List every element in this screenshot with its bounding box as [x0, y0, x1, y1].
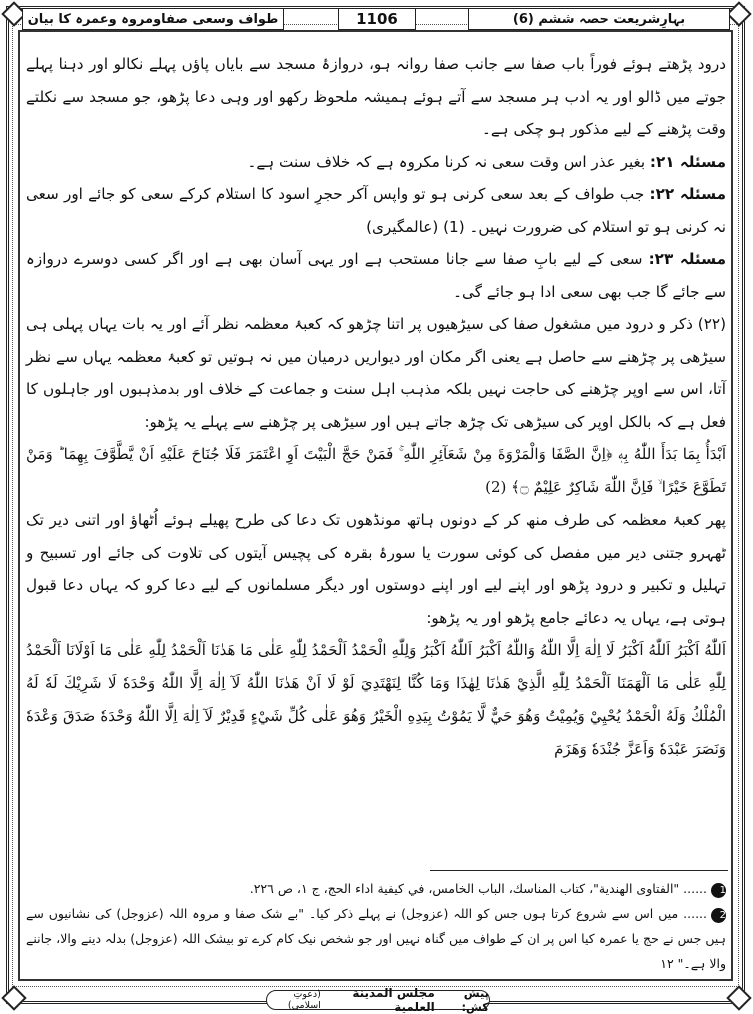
- masala-23: [26, 243, 726, 308]
- footnote: [26, 901, 726, 976]
- footnote-number: 2: [711, 908, 726, 923]
- masala-label: مسئلہ ۲۱:: [649, 152, 726, 171]
- masala-text: جب طواف کے بعد سعی کرنی ہو تو واپس آکر حجرِ اسود کا استلام کرکے سعی کو جائے اور سعی نہ کرنی ہو تو استلام کی ضرورت نہیں۔ (1) (عالمگیری): [26, 185, 726, 236]
- paragraph-dua: پھر کعبۂ معظمہ کی طرف منھ کر کے دونوں ہاتھ مونڈھوں تک دعا کی طرح پھیلے ہوئے اُٹھاؤ اور اتنی دیر تک ٹھہرو جتنی دیر میں مفصل کی کوئی سورت یا سورۂ بقرہ کی پچیس آیتوں کی تلاوت کی جائے اور تسبیح و تہلیل و تکبیر و درود پڑھو اور اپنے لیے اور اپنے دوستوں اور دیگر مسلمانوں کے لیے دعا کرو کہ یہاں دعا قبول ہوتی ہے، یہاں یہ دعائے جامع پڑھو اور یہ پڑھو:: [26, 511, 726, 627]
- book-title: بہارِشریعت حصہ ششم (6): [512, 11, 686, 27]
- masala-text: سعی کے لیے بابِ صفا سے جانا مستحب ہے اور یہی آسان بھی ہے اور اگر کسی دوسرے دروازہ سے جائے گا جب بھی سعی ادا ہو جائے گی۔: [26, 250, 726, 301]
- masala-text: بغیر عذر اس وقت سعی نہ کرنا مکروہ ہے کہ خلاف سنت ہے۔: [247, 152, 650, 171]
- page-number: 1106: [356, 10, 398, 28]
- footnote-text: ...... میں اس سے شروع کرتا ہوں جس کو اللہ (عزوجل) نے پہلے ذکر کیا۔ "بے شک صفا و مروہ اللہ (عزوجل) کی نشانیوں سے ہیں جس نے حج یا عمرہ کیا اس پر ان کے طواف میں گناہ نہیں اور جو شخص نیک کام کرے تو بیشک اللہ (عزوجل) بدلہ دینے والا، جاننے والا ہے۔" ۱۲: [26, 906, 726, 971]
- header-page-number: [338, 8, 416, 30]
- publisher-footer: [266, 986, 490, 1014]
- footnote-divider: [430, 870, 728, 871]
- quran-ayah: اَبْدَأُ بِمَا بَدَأَ اللّٰهُ بِهٖ ﴿اِنَّ الصَّفَا وَالْمَرْوَةَ مِنْ شَعَآئِرِ اللّٰهِ ۚ فَمَنْ حَجَّ الْبَيْتَ اَوِ اعْتَمَرَ فَلَا جُنَاحَ عَلَيْهِ اَنْ يَّطَّوَّفَ بِهِمَا ؕ وَمَنْ تَطَوَّعَ خَيْرًا ۙ فَاِنَّ اللّٰهَ شَاكِرٌ عَلِيْمٌ ۝﴾ (2): [26, 445, 726, 496]
- page-body: [26, 48, 726, 766]
- paragraph: درود پڑھتے ہوئے فوراً باب صفا سے جانب صفا روانہ ہو، دروازۂ مسجد سے بایاں پاؤں پہلے نکالو اور دہنا پہلے جوتے میں ڈالو اور یہ ادب ہر مسجد سے آتے ہوئے ہمیشہ ملحوظ رکھو اور وہی دعا پڑھو، جو مسجد سے نکلتے وقت پڑھنے کے لیے مذکور ہو چکی ہے۔: [26, 55, 726, 138]
- masala-21: [26, 146, 726, 179]
- footer-prefix: پیش کش:: [461, 986, 489, 1014]
- footnote: [26, 876, 726, 901]
- footnote-text: ...... "الفتاوى الهندية"، كتاب المناسك، الباب الخامس، في كيفية اداء الحج، ج ١، ص ٢٢٦.: [249, 881, 707, 896]
- masala-22: [26, 178, 726, 243]
- masala-label: مسئلہ ۲۳:: [648, 250, 726, 268]
- chapter-title: طواف وسعی صفاومروہ وعمرہ کا بیان: [27, 11, 279, 27]
- footnote-number: 1: [711, 883, 726, 898]
- header-right-title: [468, 8, 730, 30]
- publisher-sub: (دعوتِ اسلامی): [287, 989, 321, 1011]
- masala-label: مسئلہ ۲۲:: [649, 185, 726, 203]
- footnotes: [26, 876, 726, 976]
- dua-arabic: اَللّٰهُ اَكْبَرُ اَللّٰهُ اَكْبَرُ لَا اِلٰهَ اِلَّا اللّٰهُ وَاللّٰهُ اَكْبَرُ اَللّٰهُ اَكْبَرُ وَلِلّٰهِ الْحَمْدُ اَلْحَمْدُ لِلّٰهِ عَلٰى مَا هَدٰنَا اَلْحَمْدُ لِلّٰهِ عَلٰى مَا اَوْلَانَا اَلْحَمْدُ لِلّٰهِ عَلٰى مَا اَلْهَمَنَا اَلْحَمْدُ لِلّٰهِ الَّذِيْ هَدٰنَا لِهٰذَا وَمَا كُنَّا لِنَهْتَدِيَ لَوْ لَا اَنْ هَدٰنَا اللّٰهُ لَآ اِلٰهَ اِلَّا اللّٰهُ وَحْدَهٗ لَا شَرِيْكَ لَهٗ لَهُ الْمُلْكُ وَلَهُ الْحَمْدُ يُحْيِيْ وَيُمِيْتُ وَهُوَ حَيٌّ لَّا يَمُوْتُ بِيَدِهِ الْخَيْرُ وَهُوَ عَلٰى كُلِّ شَيْءٍ قَدِيْرٌ لَآ اِلٰهَ اِلَّا اللّٰهُ وَحْدَهٗ صَدَقَ وَعْدَهٗ وَنَصَرَ عَبْدَهٗ وَاَعَزَّ جُنْدَهٗ وَهَزَمَ: [26, 641, 727, 758]
- publisher-name: مجلس المدينة العلمية: [352, 986, 435, 1014]
- header-left-title: [22, 8, 284, 30]
- paragraph-22: (۲۲) ذکر و درود میں مشغول صفا کی سیڑھیوں پر اتنا چڑھو کہ کعبۂ معظمہ نظر آئے اور یہ بات یہاں پہلی ہی سیڑھی پر چڑھنے سے حاصل ہے یعنی اگر مکان اور دیواریں درمیان میں نہ ہوتیں تو کعبۂ معظمہ یہاں سے نظر آتا، اس سے اوپر چڑھنے کی حاجت نہیں بلکہ مذہب اہل سنت و جماعت کے خلاف اور بدمذہبوں اور جاہلوں کا فعل ہے کہ بالکل اوپر کی سیڑھی تک چڑھ جاتے ہیں اور سیڑھی پر چڑھنے سے پہلے یہ پڑھو:: [26, 315, 726, 431]
